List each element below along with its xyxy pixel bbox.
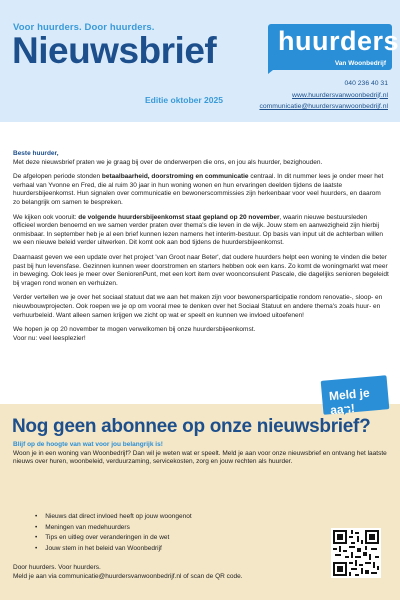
contact-website-link[interactable]: www.huurdersvanwoonbedrijf.nl <box>292 91 388 99</box>
p2-bold: de volgende huurdersbijeenkomst staat gepland op 20 november <box>78 213 280 221</box>
tagline: Voor huurders. Door huurders. <box>13 22 155 33</box>
letter-body <box>13 150 389 343</box>
subscribe-lead: Blijf op de hoogte van wat voor jou belangrijk is! <box>13 441 163 448</box>
letter-closing-2: Voor nu: veel leesplezier! <box>13 334 86 342</box>
letter-greeting: Beste huurder, <box>13 150 59 157</box>
huurders-logo <box>268 24 400 70</box>
contact-block <box>259 78 388 113</box>
qr-code-icon[interactable] <box>331 528 381 578</box>
p2-text-b: , waarin nieuwe bestuursleden officieel worden benoemd en we samen verder praten over thema's die leven in de wijk. Jouw stem en aanwezigheid zijn hierbij onmisbaar. In september heb je al een brief kunnen lezen namens het interim-bestuur. Op basis van input uit de achterban willen we een nieuwe beleid verder uitwerken. Dit komt ook aan bod tijdens de huurdersbijeenkomst. <box>13 213 383 247</box>
footer-signup-instructions: Meld je aan via communicatie@huurdersvanwoonbedrijf.nl of scan de QR code. <box>13 573 243 580</box>
footer-slogan: Door huurders. Voor huurders. <box>13 564 101 571</box>
logo-speech-tail <box>268 66 278 74</box>
subscribe-footer <box>13 563 243 581</box>
p1-bold: betaalbaarheid, doorstroming en communicatie <box>101 173 249 181</box>
subscribe-title: Nog geen abonnee op onze nieuwsbrief? <box>12 416 371 437</box>
letter-paragraph-4: Verder vertellen we je over het sociaal statuut dat we aan het maken zijn voor bewonersparticipatie rondom renovatie-, sloop- en nieuwbouwprojecten. Ook roepen we je op om vooral mee te denken over het Sociaal Statuut en andere thema's zoals huur- en verhuurbeleid. Want alleen samen krijgen we zicht op wat er speelt en kunnen we invloed uitoefenen! <box>13 294 383 319</box>
letter-paragraph-3: Daarnaast geven we een update over het project 'van Groot naar Beter', dat oudere huurders helpt een woning te vinden die beter past bij hun levensfase. Gezinnen kunnen weer doorstromen en starters hebben ook een kans. Zo komt de woningmarkt wat meer in beweging. Ook lees je meer over SeniorenPunt, met een kort item over woonconsulent Pascale, die dagelijks senioren begeleidt bij vragen rond wonen en verhuizen. <box>13 253 389 287</box>
logo-subtitle: Van Woonbedrijf <box>334 60 386 67</box>
subscribe-description: Woon je in een woning van Woonbedrijf? Dan wil je weten wat er speelt. Meld je aan voor onze nieuwsbrief en ontvang het laatste nieuws over huren, woonbeleid, verduurzaming, servicekosten, zorg en jouw rechten als huurder. <box>13 449 387 466</box>
p2-text-a: We kijken ook vooruit: <box>13 213 79 221</box>
signup-badge[interactable] <box>321 375 390 418</box>
benefits-list <box>35 512 192 554</box>
subscribe-text <box>13 441 388 472</box>
p1-text-b: centraal. In dit nummer lees je onder meer het verhaal van Yvonne en Fred, die al ruim 30 jaar in hun woning wonen en hun ervaringen deelden tijdens de laatste huurdersbijeenkomst. Hun signalen over communicatie en bewonerscommissies zijn herkenbaar voor veel huurders, en daarom zo belangrijk om samen te bespreken. <box>13 173 384 206</box>
edition-label: Editie oktober 2025 <box>145 95 223 105</box>
page-title: Nieuwsbrief <box>12 30 217 71</box>
logo-wordmark: huurders <box>278 26 400 56</box>
list-item: • Jouw stem in het beleid van Woonbedrijf <box>35 544 192 555</box>
contact-phone: 040 236 40 31 <box>344 80 388 87</box>
letter-intro: Met deze nieuwsbrief praten we je graag bij over de onderwerpen die ons, en jou als huurder, bezighouden. <box>13 158 323 166</box>
letter-paragraph-1 <box>13 173 389 207</box>
signup-badge-label: Meld je aan! <box>328 385 371 418</box>
list-item: • Nieuws dat direct invloed heeft op jouw woongenot <box>35 512 192 523</box>
list-item: • Meningen van medehuurders <box>35 523 192 534</box>
letter-closing-1: We hopen je op 20 november te mogen verwelkomen bij onze huurdersbijeenkomst. <box>13 326 256 334</box>
letter-paragraph-2 <box>13 214 389 248</box>
list-item: • Tips en uitleg over veranderingen in de wet <box>35 533 192 544</box>
contact-email-link[interactable]: communicatie@huurdersvanwoonbedrijf.nl <box>259 103 388 110</box>
p1-text-a: De afgelopen periode stonden <box>13 173 102 181</box>
badge-speech-tail <box>344 408 351 415</box>
